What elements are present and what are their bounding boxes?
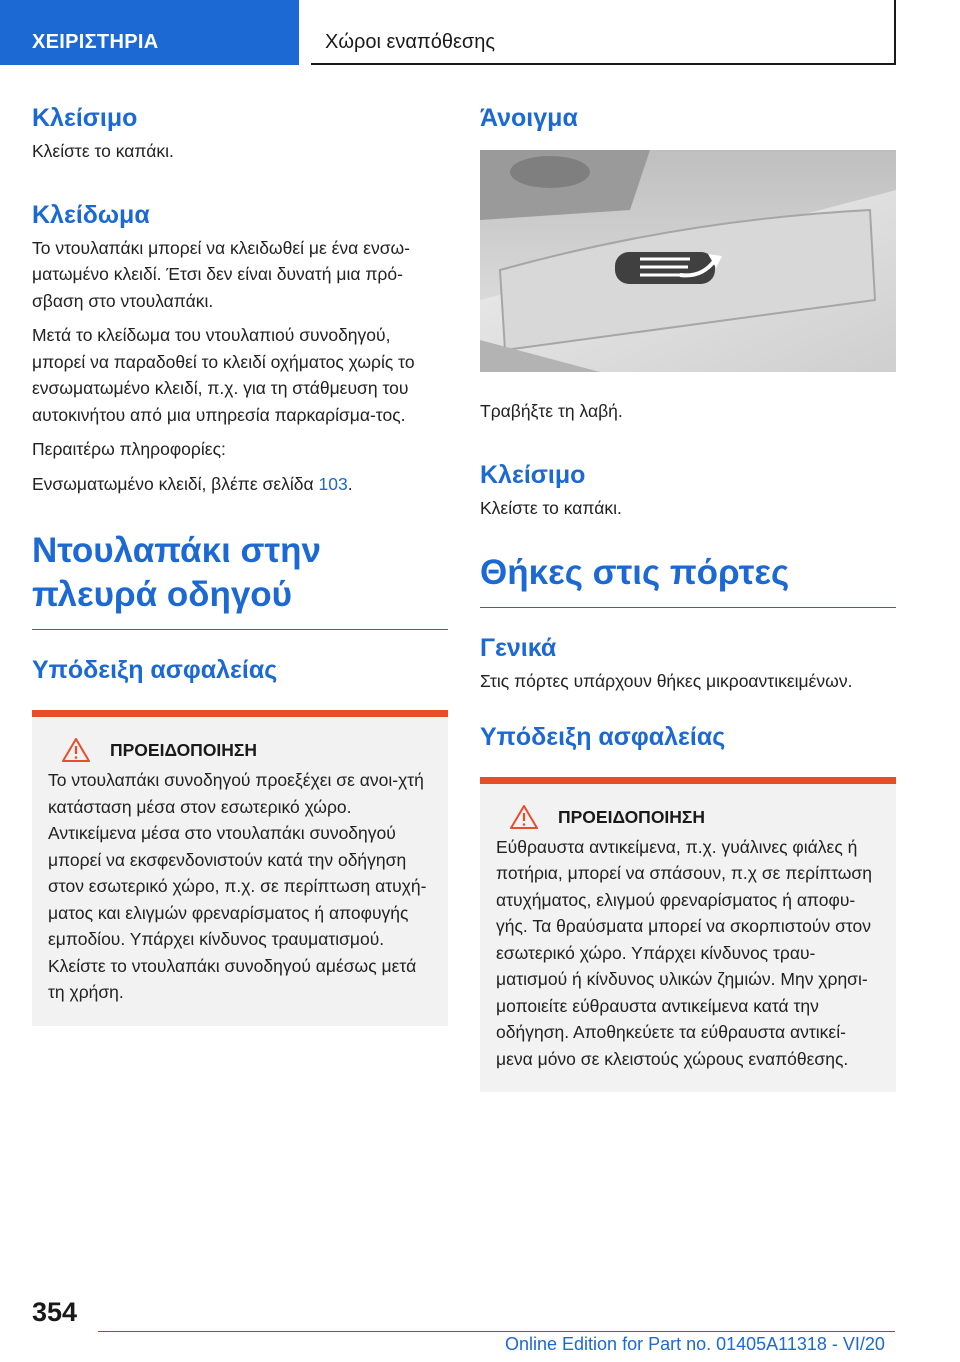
general-heading: Γενικά: [480, 634, 557, 662]
general-text: Στις πόρτες υπάρχουν θήκες μικροαντικειμένων.: [480, 671, 853, 691]
more-info-label: Περαιτέρω πληροφορίες:: [32, 439, 226, 459]
locking-paragraph-1: Το ντουλαπάκι μπορεί να κλειδωθεί με ένα ενσω-ματωμένο κλειδί. Έτσι δεν είναι δυνατή μια πρό-σβαση στο ντουλαπάκι.: [32, 237, 411, 311]
closing-text-right: Κλείστε το καπάκι.: [480, 497, 622, 518]
key-reference-text: Ενσωματωμένο κλειδί, βλέπε σελίδα: [32, 473, 319, 494]
closing-text: Κλείστε το καπάκι.: [32, 141, 174, 161]
door-pockets-title: Θήκες στις πόρτες: [480, 551, 896, 608]
chapter-tab: ΧΕΙΡΙΣΤΗΡΙΑ: [0, 0, 299, 65]
locking-paragraph-2: Μετά το κλείδωμα του ντουλαπιού συνοδηγού, μπορεί να παραδοθεί το κλειδί οχήματος χωρίς το ενσωματωμένο κλειδί, π.χ. για τη στάθμευση του αυτοκινήτου από μια υπηρεσία παρκαρίσμα-τος.: [32, 325, 415, 425]
driver-glovebox-title: Ντουλαπάκι στην πλευρά οδηγού: [32, 529, 448, 630]
key-reference-end: .: [347, 473, 353, 494]
warning-triangle-icon: [62, 738, 90, 762]
left-column: [32, 98, 448, 1026]
glovebox-illustration: [480, 150, 896, 372]
warning-text-left: Το ντουλαπάκι συνοδηγού προεξέχει σε ανοι-χτή κατάσταση μέσα στον εσωτερικό χώρο. Αντικείμενα μέσα στο ντουλαπάκι συνοδηγού μπορεί να εκσφενδονιστούν κατά την οδήγηση στον εσωτερικό χώρο, π.χ. σε περίπτωση ατυχή-ματος και ελιγμών φρεναρίσματος ή αποφυγής εμποδίου. Υπάρχει κίνδυνος τραυματισμού. Κλείστε το ντουλαπάκι συνοδηγού αμέσως μετά τη χρήση.: [48, 770, 427, 1002]
warning-header-right: [496, 804, 882, 830]
warning-text-right: Εύθραυστα αντικείμενα, π.χ. γυάλινες φιάλες ή ποτήρια, μπορεί να σπάσουν, π.χ σε περίπτωση ατυχήματος, ελιγμού φρεναρίσματος ή αποφυ-γής. Τα θραύσματα μπορεί να σκορπιστούν στον εσωτερικό χώρο. Υπάρχει κίνδυνος τραυ-ματισμού ή κίνδυνος υλικών ζημιών. Μην χρησι-μοποιείτε εύθραυστα αντικείμενα κατά την οδήγηση. Αποθηκεύετε τα εύθραυστα αντικεί-μενα μόνο σε κλειστούς χώρους εναπόθεσης.: [496, 836, 872, 1069]
footer-divider: [98, 1331, 895, 1332]
edition-text: Online Edition for Part no. 01405A11318 - VI/20: [505, 1334, 885, 1354]
pull-handle-text: Τραβήξτε τη λαβή.: [480, 401, 623, 421]
safety-heading-right: Υπόδειξη ασφαλείας: [480, 722, 726, 751]
closing-heading-right: Κλείσιμο: [480, 460, 586, 489]
warning-label-left: ΠΡΟΕΙΔΟΠΟΙΗΣΗ: [110, 740, 258, 760]
section-title: Χώροι εναπόθεσης: [311, 0, 896, 65]
page-103-link[interactable]: 103: [318, 473, 348, 494]
warning-label-right: ΠΡΟΕΙΔΟΠΟΙΗΣΗ: [558, 806, 706, 827]
safety-heading-left: Υπόδειξη ασφαλείας: [32, 656, 278, 684]
glovebox-handle-photo: [480, 150, 896, 372]
warning-box-right: [480, 777, 896, 1093]
warning-triangle-icon: [510, 805, 538, 829]
key-reference: [32, 471, 448, 498]
opening-heading: Άνοιγμα: [480, 104, 578, 132]
page-number: 354: [32, 1297, 78, 1327]
warning-box-left: [32, 710, 448, 1026]
locking-heading: Κλείδωμα: [32, 200, 150, 229]
right-column: [480, 98, 896, 1092]
closing-heading: Κλείσιμο: [32, 104, 138, 132]
warning-header-left: [48, 737, 434, 763]
